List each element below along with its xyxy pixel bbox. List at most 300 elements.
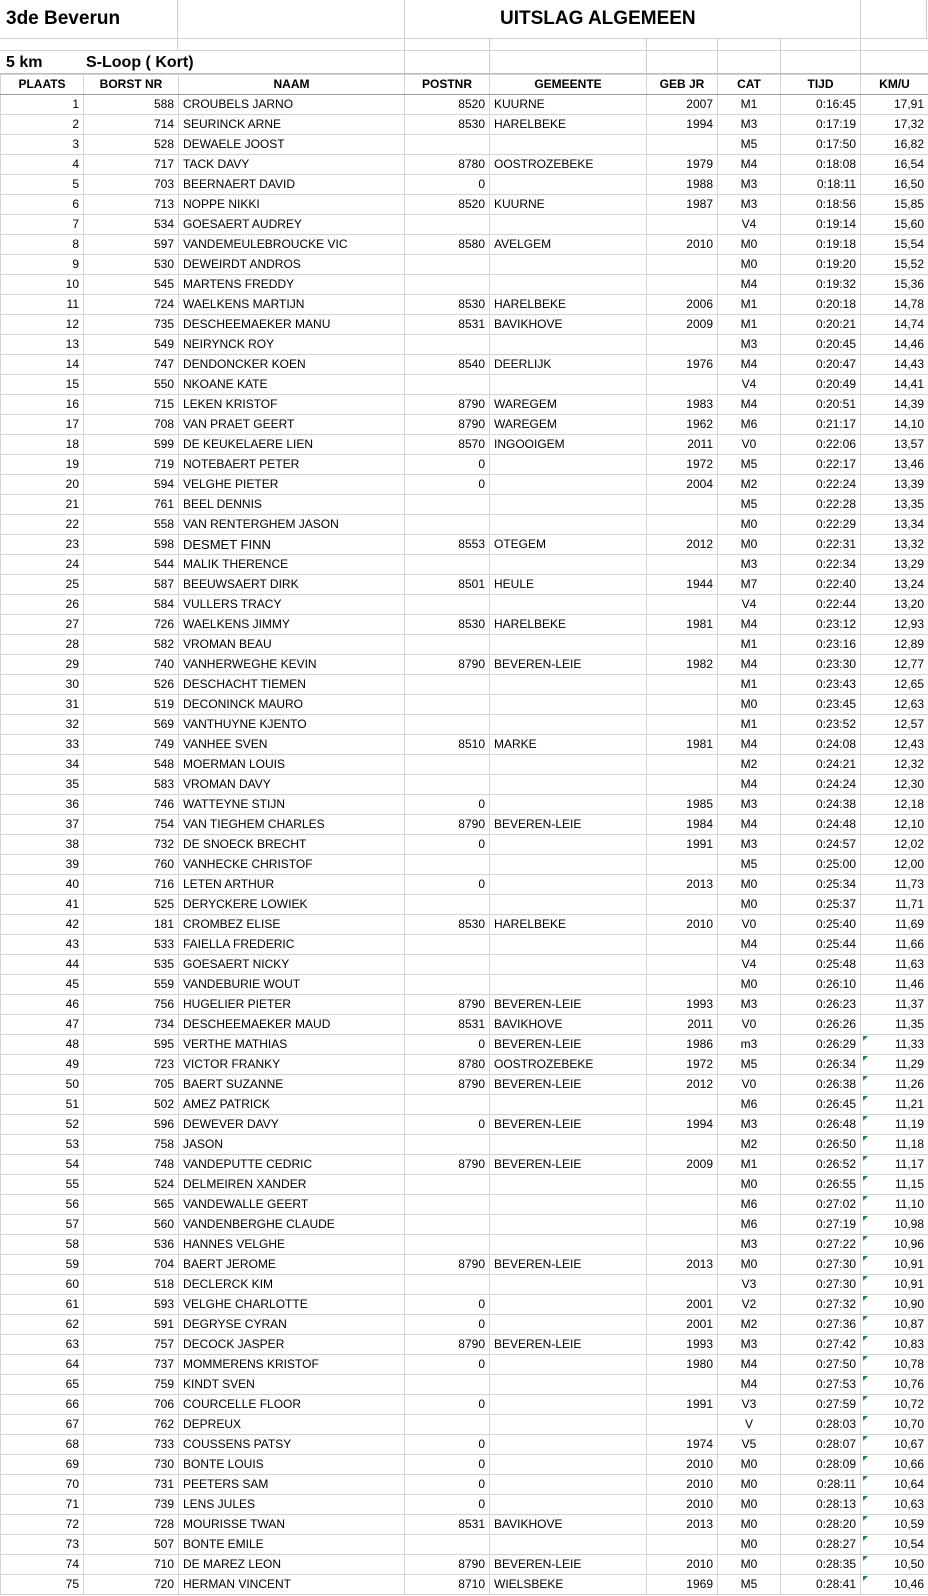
cell-postnr[interactable]: 8580	[405, 235, 490, 255]
cell-geb-jr[interactable]	[647, 1095, 718, 1115]
cell-tijd[interactable]: 0:20:51	[781, 395, 861, 415]
cell-kmu[interactable]: 15,60	[861, 215, 928, 235]
cell-postnr[interactable]: 8780	[405, 1055, 490, 1075]
cell-postnr[interactable]: 8520	[405, 95, 490, 115]
cell-borst-nr[interactable]: 732	[84, 835, 179, 855]
cell-plaats[interactable]: 51	[1, 1095, 84, 1115]
cell-gemeente[interactable]	[490, 375, 647, 395]
cell-plaats[interactable]: 17	[1, 415, 84, 435]
cell-tijd[interactable]: 0:23:43	[781, 675, 861, 695]
cell-plaats[interactable]: 25	[1, 575, 84, 595]
cell-cat[interactable]: M2	[718, 475, 781, 495]
cell-kmu[interactable]: 14,39	[861, 395, 928, 415]
cell-geb-jr[interactable]: 1980	[647, 1355, 718, 1375]
cell-kmu[interactable]: 14,74	[861, 315, 928, 335]
cell-tijd[interactable]: 0:27:30	[781, 1275, 861, 1295]
cell-gemeente[interactable]: BEVEREN-LEIE	[490, 1255, 647, 1275]
cell-plaats[interactable]: 62	[1, 1315, 84, 1335]
cell-tijd[interactable]: 0:22:06	[781, 435, 861, 455]
cell-plaats[interactable]: 67	[1, 1415, 84, 1435]
cell-cat[interactable]: V4	[718, 595, 781, 615]
cell-gemeente[interactable]: BEVEREN-LEIE	[490, 1075, 647, 1095]
cell-cat[interactable]: M1	[718, 675, 781, 695]
cell-plaats[interactable]: 64	[1, 1355, 84, 1375]
cell-kmu[interactable]	[861, 1275, 928, 1295]
cell-tijd[interactable]: 0:20:21	[781, 315, 861, 335]
cell-geb-jr[interactable]: 1991	[647, 1395, 718, 1415]
cell-kmu[interactable]	[861, 1195, 928, 1215]
cell-naam[interactable]: GOESAERT AUDREY	[179, 215, 405, 235]
cell-postnr[interactable]	[405, 1275, 490, 1295]
cell-kmu[interactable]: 15,52	[861, 255, 928, 275]
cell-gemeente[interactable]: BEVEREN-LEIE	[490, 1115, 647, 1135]
cell-kmu[interactable]: 12,32	[861, 755, 928, 775]
cell-cat[interactable]: m3	[718, 1035, 781, 1055]
cell-kmu[interactable]: 12,30	[861, 775, 928, 795]
cell-kmu[interactable]	[861, 1355, 928, 1375]
cell-kmu[interactable]: 12,63	[861, 695, 928, 715]
cell-gemeente[interactable]: KUURNE	[490, 95, 647, 115]
cell-borst-nr[interactable]: 535	[84, 955, 179, 975]
cell-naam[interactable]: VANDEPUTTE CEDRIC	[179, 1155, 405, 1175]
cell-geb-jr[interactable]	[647, 135, 718, 155]
cell-kmu[interactable]: 14,46	[861, 335, 928, 355]
cell-postnr[interactable]: 8540	[405, 355, 490, 375]
cell-postnr[interactable]	[405, 1415, 490, 1435]
cell-geb-jr[interactable]: 1982	[647, 655, 718, 675]
cell-postnr[interactable]: 8553	[405, 535, 490, 555]
cell-tijd[interactable]: 0:24:48	[781, 815, 861, 835]
cell-postnr[interactable]	[405, 215, 490, 235]
cell-naam[interactable]: COURCELLE FLOOR	[179, 1395, 405, 1415]
cell-borst-nr[interactable]: 582	[84, 635, 179, 655]
cell-cat[interactable]: M4	[718, 355, 781, 375]
cell-kmu[interactable]: 12,89	[861, 635, 928, 655]
cell-plaats[interactable]: 18	[1, 435, 84, 455]
cell-geb-jr[interactable]	[647, 1215, 718, 1235]
cell-tijd[interactable]: 0:23:45	[781, 695, 861, 715]
cell-plaats[interactable]: 36	[1, 795, 84, 815]
cell-borst-nr[interactable]: 597	[84, 235, 179, 255]
cell-cat[interactable]: M0	[718, 1455, 781, 1475]
cell-geb-jr[interactable]	[647, 255, 718, 275]
cell-geb-jr[interactable]	[647, 595, 718, 615]
cell-kmu[interactable]	[861, 1255, 928, 1275]
cell-postnr[interactable]: 8710	[405, 1575, 490, 1595]
cell-geb-jr[interactable]: 1983	[647, 395, 718, 415]
cell-tijd[interactable]: 0:20:47	[781, 355, 861, 375]
col-header-geb-jr[interactable]: GEB JR	[647, 75, 718, 95]
cell-kmu[interactable]	[861, 1415, 928, 1435]
cell-kmu[interactable]: 12,77	[861, 655, 928, 675]
cell-gemeente[interactable]: INGOOIGEM	[490, 435, 647, 455]
cell-geb-jr[interactable]	[647, 495, 718, 515]
cell-geb-jr[interactable]: 1986	[647, 1035, 718, 1055]
cell-tijd[interactable]: 0:18:56	[781, 195, 861, 215]
cell-tijd[interactable]: 0:27:22	[781, 1235, 861, 1255]
cell-kmu[interactable]: 12,93	[861, 615, 928, 635]
cell-borst-nr[interactable]: 569	[84, 715, 179, 735]
cell-kmu[interactable]: 12,43	[861, 735, 928, 755]
cell-plaats[interactable]: 27	[1, 615, 84, 635]
cell-gemeente[interactable]: BEVEREN-LEIE	[490, 1555, 647, 1575]
cell-geb-jr[interactable]	[647, 1235, 718, 1255]
cell-gemeente[interactable]: MARKE	[490, 735, 647, 755]
cell-tijd[interactable]: 0:16:45	[781, 95, 861, 115]
cell-geb-jr[interactable]: 2009	[647, 315, 718, 335]
cell-gemeente[interactable]	[490, 475, 647, 495]
cell-geb-jr[interactable]: 1994	[647, 115, 718, 135]
cell-geb-jr[interactable]: 2001	[647, 1295, 718, 1315]
cell-naam[interactable]: VAN TIEGHEM CHARLES	[179, 815, 405, 835]
cell-borst-nr[interactable]: 558	[84, 515, 179, 535]
cell-gemeente[interactable]: BEVEREN-LEIE	[490, 655, 647, 675]
cell-borst-nr[interactable]: 726	[84, 615, 179, 635]
cell-postnr[interactable]: 0	[405, 1435, 490, 1455]
cell-borst-nr[interactable]: 749	[84, 735, 179, 755]
cell-gemeente[interactable]	[490, 1275, 647, 1295]
cell-gemeente[interactable]: BAVIKHOVE	[490, 1015, 647, 1035]
cell-tijd[interactable]: 0:17:50	[781, 135, 861, 155]
cell-cat[interactable]: M0	[718, 535, 781, 555]
cell-borst-nr[interactable]: 760	[84, 855, 179, 875]
cell-plaats[interactable]: 66	[1, 1395, 84, 1415]
cell-kmu[interactable]: 13,34	[861, 515, 928, 535]
cell-geb-jr[interactable]	[647, 635, 718, 655]
cell-postnr[interactable]	[405, 955, 490, 975]
cell-postnr[interactable]: 0	[405, 875, 490, 895]
cell-geb-jr[interactable]	[647, 1275, 718, 1295]
cell-gemeente[interactable]: HARELBEKE	[490, 915, 647, 935]
cell-cat[interactable]: M5	[718, 1055, 781, 1075]
cell-plaats[interactable]: 41	[1, 895, 84, 915]
cell-plaats[interactable]: 2	[1, 115, 84, 135]
cell-gemeente[interactable]	[490, 1475, 647, 1495]
cell-tijd[interactable]: 0:26:23	[781, 995, 861, 1015]
cell-naam[interactable]: VROMAN DAVY	[179, 775, 405, 795]
cell-tijd[interactable]: 0:28:11	[781, 1475, 861, 1495]
cell-naam[interactable]: DEWEIRDT ANDROS	[179, 255, 405, 275]
cell-naam[interactable]: DEWAELE JOOST	[179, 135, 405, 155]
cell-kmu[interactable]: 11,37	[861, 995, 928, 1015]
cell-naam[interactable]: VANDENBERGHE CLAUDE	[179, 1215, 405, 1235]
cell-gemeente[interactable]	[490, 695, 647, 715]
cell-postnr[interactable]: 8790	[405, 1155, 490, 1175]
cell-tijd[interactable]: 0:25:40	[781, 915, 861, 935]
cell-cat[interactable]: V0	[718, 1015, 781, 1035]
cell-borst-nr[interactable]: 519	[84, 695, 179, 715]
cell-geb-jr[interactable]: 1972	[647, 455, 718, 475]
cell-geb-jr[interactable]: 2013	[647, 1515, 718, 1535]
cell-postnr[interactable]: 0	[405, 1395, 490, 1415]
cell-borst-nr[interactable]: 719	[84, 455, 179, 475]
cell-borst-nr[interactable]: 525	[84, 895, 179, 915]
cell-tijd[interactable]: 0:27:02	[781, 1195, 861, 1215]
cell-geb-jr[interactable]: 2006	[647, 295, 718, 315]
cell-gemeente[interactable]	[490, 1235, 647, 1255]
cell-plaats[interactable]: 50	[1, 1075, 84, 1095]
cell-postnr[interactable]	[405, 1135, 490, 1155]
cell-cat[interactable]: M6	[718, 1195, 781, 1215]
cell-tijd[interactable]: 0:27:59	[781, 1395, 861, 1415]
cell-postnr[interactable]	[405, 335, 490, 355]
cell-postnr[interactable]: 8790	[405, 1335, 490, 1355]
cell-kmu[interactable]: 12,65	[861, 675, 928, 695]
cell-cat[interactable]: M3	[718, 1235, 781, 1255]
cell-plaats[interactable]: 1	[1, 95, 84, 115]
cell-tijd[interactable]: 0:20:49	[781, 375, 861, 395]
cell-tijd[interactable]: 0:25:00	[781, 855, 861, 875]
cell-naam[interactable]: BEERNAERT DAVID	[179, 175, 405, 195]
cell-tijd[interactable]: 0:22:44	[781, 595, 861, 615]
cell-plaats[interactable]: 43	[1, 935, 84, 955]
col-header-naam[interactable]: NAAM	[179, 75, 405, 95]
cell-naam[interactable]: VANDEMEULEBROUCKE VIC	[179, 235, 405, 255]
cell-kmu[interactable]	[861, 1315, 928, 1335]
cell-borst-nr[interactable]: 549	[84, 335, 179, 355]
cell-postnr[interactable]: 8790	[405, 995, 490, 1015]
cell-kmu[interactable]: 13,29	[861, 555, 928, 575]
cell-gemeente[interactable]: BEVEREN-LEIE	[490, 1035, 647, 1055]
cell-cat[interactable]: M4	[718, 1355, 781, 1375]
cell-postnr[interactable]	[405, 595, 490, 615]
cell-tijd[interactable]: 0:25:34	[781, 875, 861, 895]
cell-postnr[interactable]: 8790	[405, 1555, 490, 1575]
cell-tijd[interactable]: 0:22:31	[781, 535, 861, 555]
cell-postnr[interactable]	[405, 975, 490, 995]
cell-naam[interactable]: DECOCK JASPER	[179, 1335, 405, 1355]
cell-naam[interactable]: DE KEUKELAERE LIEN	[179, 435, 405, 455]
cell-kmu[interactable]: 12,57	[861, 715, 928, 735]
cell-naam[interactable]: BONTE EMILE	[179, 1535, 405, 1555]
cell-gemeente[interactable]	[490, 1375, 647, 1395]
cell-cat[interactable]: V0	[718, 435, 781, 455]
cell-naam[interactable]: SEURINCK ARNE	[179, 115, 405, 135]
cell-gemeente[interactable]	[490, 135, 647, 155]
cell-tijd[interactable]: 0:25:44	[781, 935, 861, 955]
cell-kmu[interactable]: 15,54	[861, 235, 928, 255]
cell-gemeente[interactable]	[490, 1135, 647, 1155]
cell-tijd[interactable]: 0:23:30	[781, 655, 861, 675]
cell-geb-jr[interactable]: 1994	[647, 1115, 718, 1135]
cell-postnr[interactable]: 8780	[405, 155, 490, 175]
cell-tijd[interactable]: 0:18:08	[781, 155, 861, 175]
cell-kmu[interactable]	[861, 1175, 928, 1195]
cell-kmu[interactable]	[861, 1135, 928, 1155]
cell-cat[interactable]: M4	[718, 615, 781, 635]
cell-geb-jr[interactable]: 2013	[647, 1255, 718, 1275]
cell-plaats[interactable]: 55	[1, 1175, 84, 1195]
cell-borst-nr[interactable]: 530	[84, 255, 179, 275]
cell-tijd[interactable]: 0:19:14	[781, 215, 861, 235]
cell-gemeente[interactable]	[490, 935, 647, 955]
cell-kmu[interactable]: 17,32	[861, 115, 928, 135]
cell-tijd[interactable]: 0:22:34	[781, 555, 861, 575]
cell-naam[interactable]: VANHECKE CHRISTOF	[179, 855, 405, 875]
cell-postnr[interactable]	[405, 1375, 490, 1395]
cell-kmu[interactable]: 12,18	[861, 795, 928, 815]
cell-gemeente[interactable]: BEVEREN-LEIE	[490, 995, 647, 1015]
cell-kmu[interactable]	[861, 1215, 928, 1235]
cell-kmu[interactable]: 11,63	[861, 955, 928, 975]
cell-naam[interactable]: KINDT SVEN	[179, 1375, 405, 1395]
cell-geb-jr[interactable]: 1979	[647, 155, 718, 175]
cell-kmu[interactable]	[861, 1375, 928, 1395]
cell-naam[interactable]: VELGHE CHARLOTTE	[179, 1295, 405, 1315]
cell-borst-nr[interactable]: 593	[84, 1295, 179, 1315]
cell-tijd[interactable]: 0:19:18	[781, 235, 861, 255]
cell-postnr[interactable]: 8790	[405, 815, 490, 835]
cell-geb-jr[interactable]: 1991	[647, 835, 718, 855]
cell-tijd[interactable]: 0:26:34	[781, 1055, 861, 1075]
cell-geb-jr[interactable]	[647, 695, 718, 715]
cell-geb-jr[interactable]	[647, 1535, 718, 1555]
cell-plaats[interactable]: 58	[1, 1235, 84, 1255]
cell-borst-nr[interactable]: 526	[84, 675, 179, 695]
cell-kmu[interactable]	[861, 1095, 928, 1115]
cell-cat[interactable]: M0	[718, 1535, 781, 1555]
cell-geb-jr[interactable]: 1993	[647, 995, 718, 1015]
cell-naam[interactable]: COUSSENS PATSY	[179, 1435, 405, 1455]
cell-tijd[interactable]: 0:27:36	[781, 1315, 861, 1335]
cell-naam[interactable]: VAN PRAET GEERT	[179, 415, 405, 435]
cell-gemeente[interactable]	[490, 1435, 647, 1455]
cell-gemeente[interactable]: BEVEREN-LEIE	[490, 1335, 647, 1355]
cell-borst-nr[interactable]: 705	[84, 1075, 179, 1095]
cell-cat[interactable]: M0	[718, 1255, 781, 1275]
cell-naam[interactable]: VANDEBURIE WOUT	[179, 975, 405, 995]
cell-tijd[interactable]: 0:22:29	[781, 515, 861, 535]
cell-tijd[interactable]: 0:26:45	[781, 1095, 861, 1115]
cell-naam[interactable]: DE SNOECK BRECHT	[179, 835, 405, 855]
col-header-tijd[interactable]: TIJD	[781, 75, 861, 95]
cell-plaats[interactable]: 54	[1, 1155, 84, 1175]
cell-borst-nr[interactable]: 758	[84, 1135, 179, 1155]
cell-naam[interactable]: DESCHACHT TIEMEN	[179, 675, 405, 695]
cell-plaats[interactable]: 44	[1, 955, 84, 975]
cell-cat[interactable]: M3	[718, 1335, 781, 1355]
cell-cat[interactable]: M2	[718, 1135, 781, 1155]
cell-postnr[interactable]: 0	[405, 1355, 490, 1375]
cell-cat[interactable]: M1	[718, 295, 781, 315]
cell-plaats[interactable]: 53	[1, 1135, 84, 1155]
cell-postnr[interactable]: 8531	[405, 315, 490, 335]
cell-tijd[interactable]: 0:24:24	[781, 775, 861, 795]
cell-postnr[interactable]	[405, 715, 490, 735]
cell-naam[interactable]: BEEUWSAERT DIRK	[179, 575, 405, 595]
cell-tijd[interactable]: 0:27:50	[781, 1355, 861, 1375]
cell-plaats[interactable]: 61	[1, 1295, 84, 1315]
cell-kmu[interactable]: 17,91	[861, 95, 928, 115]
cell-plaats[interactable]: 60	[1, 1275, 84, 1295]
cell-kmu[interactable]: 13,24	[861, 575, 928, 595]
cell-postnr[interactable]	[405, 555, 490, 575]
cell-naam[interactable]: WATTEYNE STIJN	[179, 795, 405, 815]
cell-cat[interactable]: M2	[718, 755, 781, 775]
cell-naam[interactable]: HERMAN VINCENT	[179, 1575, 405, 1595]
cell-naam[interactable]: NOTEBAERT PETER	[179, 455, 405, 475]
cell-kmu[interactable]: 14,78	[861, 295, 928, 315]
cell-cat[interactable]: M5	[718, 455, 781, 475]
cell-borst-nr[interactable]: 548	[84, 755, 179, 775]
cell-tijd[interactable]: 0:27:32	[781, 1295, 861, 1315]
cell-postnr[interactable]	[405, 275, 490, 295]
cell-postnr[interactable]	[405, 935, 490, 955]
cell-postnr[interactable]	[405, 515, 490, 535]
cell-borst-nr[interactable]: 591	[84, 1315, 179, 1335]
cell-postnr[interactable]: 0	[405, 835, 490, 855]
cell-tijd[interactable]: 0:17:19	[781, 115, 861, 135]
cell-kmu[interactable]	[861, 1055, 928, 1075]
cell-naam[interactable]: TACK DAVY	[179, 155, 405, 175]
cell-naam[interactable]: VROMAN BEAU	[179, 635, 405, 655]
cell-borst-nr[interactable]: 507	[84, 1535, 179, 1555]
cell-gemeente[interactable]: OTEGEM	[490, 535, 647, 555]
cell-borst-nr[interactable]: 730	[84, 1455, 179, 1475]
cell-postnr[interactable]: 8530	[405, 615, 490, 635]
cell-kmu[interactable]	[861, 1035, 928, 1055]
cell-plaats[interactable]: 28	[1, 635, 84, 655]
cell-borst-nr[interactable]: 728	[84, 1515, 179, 1535]
cell-borst-nr[interactable]: 757	[84, 1335, 179, 1355]
cell-postnr[interactable]: 8790	[405, 395, 490, 415]
cell-borst-nr[interactable]: 733	[84, 1435, 179, 1455]
cell-cat[interactable]: M3	[718, 195, 781, 215]
cell-postnr[interactable]: 8790	[405, 1255, 490, 1275]
cell-geb-jr[interactable]	[647, 215, 718, 235]
cell-naam[interactable]: HANNES VELGHE	[179, 1235, 405, 1255]
cell-cat[interactable]: M4	[718, 1375, 781, 1395]
cell-cat[interactable]: M2	[718, 1315, 781, 1335]
cell-plaats[interactable]: 19	[1, 455, 84, 475]
cell-plaats[interactable]: 45	[1, 975, 84, 995]
cell-borst-nr[interactable]: 746	[84, 795, 179, 815]
cell-postnr[interactable]: 0	[405, 175, 490, 195]
cell-cat[interactable]: M0	[718, 1555, 781, 1575]
cell-cat[interactable]: V0	[718, 1075, 781, 1095]
col-header-cat[interactable]: CAT	[718, 75, 781, 95]
cell-cat[interactable]: M0	[718, 235, 781, 255]
cell-naam[interactable]: MOURISSE TWAN	[179, 1515, 405, 1535]
cell-postnr[interactable]: 8501	[405, 575, 490, 595]
cell-geb-jr[interactable]: 1987	[647, 195, 718, 215]
cell-tijd[interactable]: 0:21:17	[781, 415, 861, 435]
cell-naam[interactable]: MARTENS FREDDY	[179, 275, 405, 295]
cell-borst-nr[interactable]: 559	[84, 975, 179, 995]
cell-plaats[interactable]: 30	[1, 675, 84, 695]
cell-borst-nr[interactable]: 565	[84, 1195, 179, 1215]
cell-plaats[interactable]: 47	[1, 1015, 84, 1035]
cell-gemeente[interactable]: BAVIKHOVE	[490, 1515, 647, 1535]
cell-plaats[interactable]: 72	[1, 1515, 84, 1535]
cell-kmu[interactable]: 12,10	[861, 815, 928, 835]
cell-postnr[interactable]: 0	[405, 1295, 490, 1315]
cell-naam[interactable]: LEKEN KRISTOF	[179, 395, 405, 415]
cell-naam[interactable]: JASON	[179, 1135, 405, 1155]
cell-plaats[interactable]: 15	[1, 375, 84, 395]
cell-plaats[interactable]: 14	[1, 355, 84, 375]
cell-cat[interactable]: M4	[718, 775, 781, 795]
cell-geb-jr[interactable]: 2007	[647, 95, 718, 115]
cell-gemeente[interactable]	[490, 1215, 647, 1235]
cell-gemeente[interactable]: HEULE	[490, 575, 647, 595]
cell-gemeente[interactable]	[490, 1455, 647, 1475]
cell-cat[interactable]: V4	[718, 375, 781, 395]
cell-geb-jr[interactable]: 1962	[647, 415, 718, 435]
cell-kmu[interactable]	[861, 1535, 928, 1555]
cell-naam[interactable]: DERYCKERE LOWIEK	[179, 895, 405, 915]
cell-gemeente[interactable]	[490, 715, 647, 735]
